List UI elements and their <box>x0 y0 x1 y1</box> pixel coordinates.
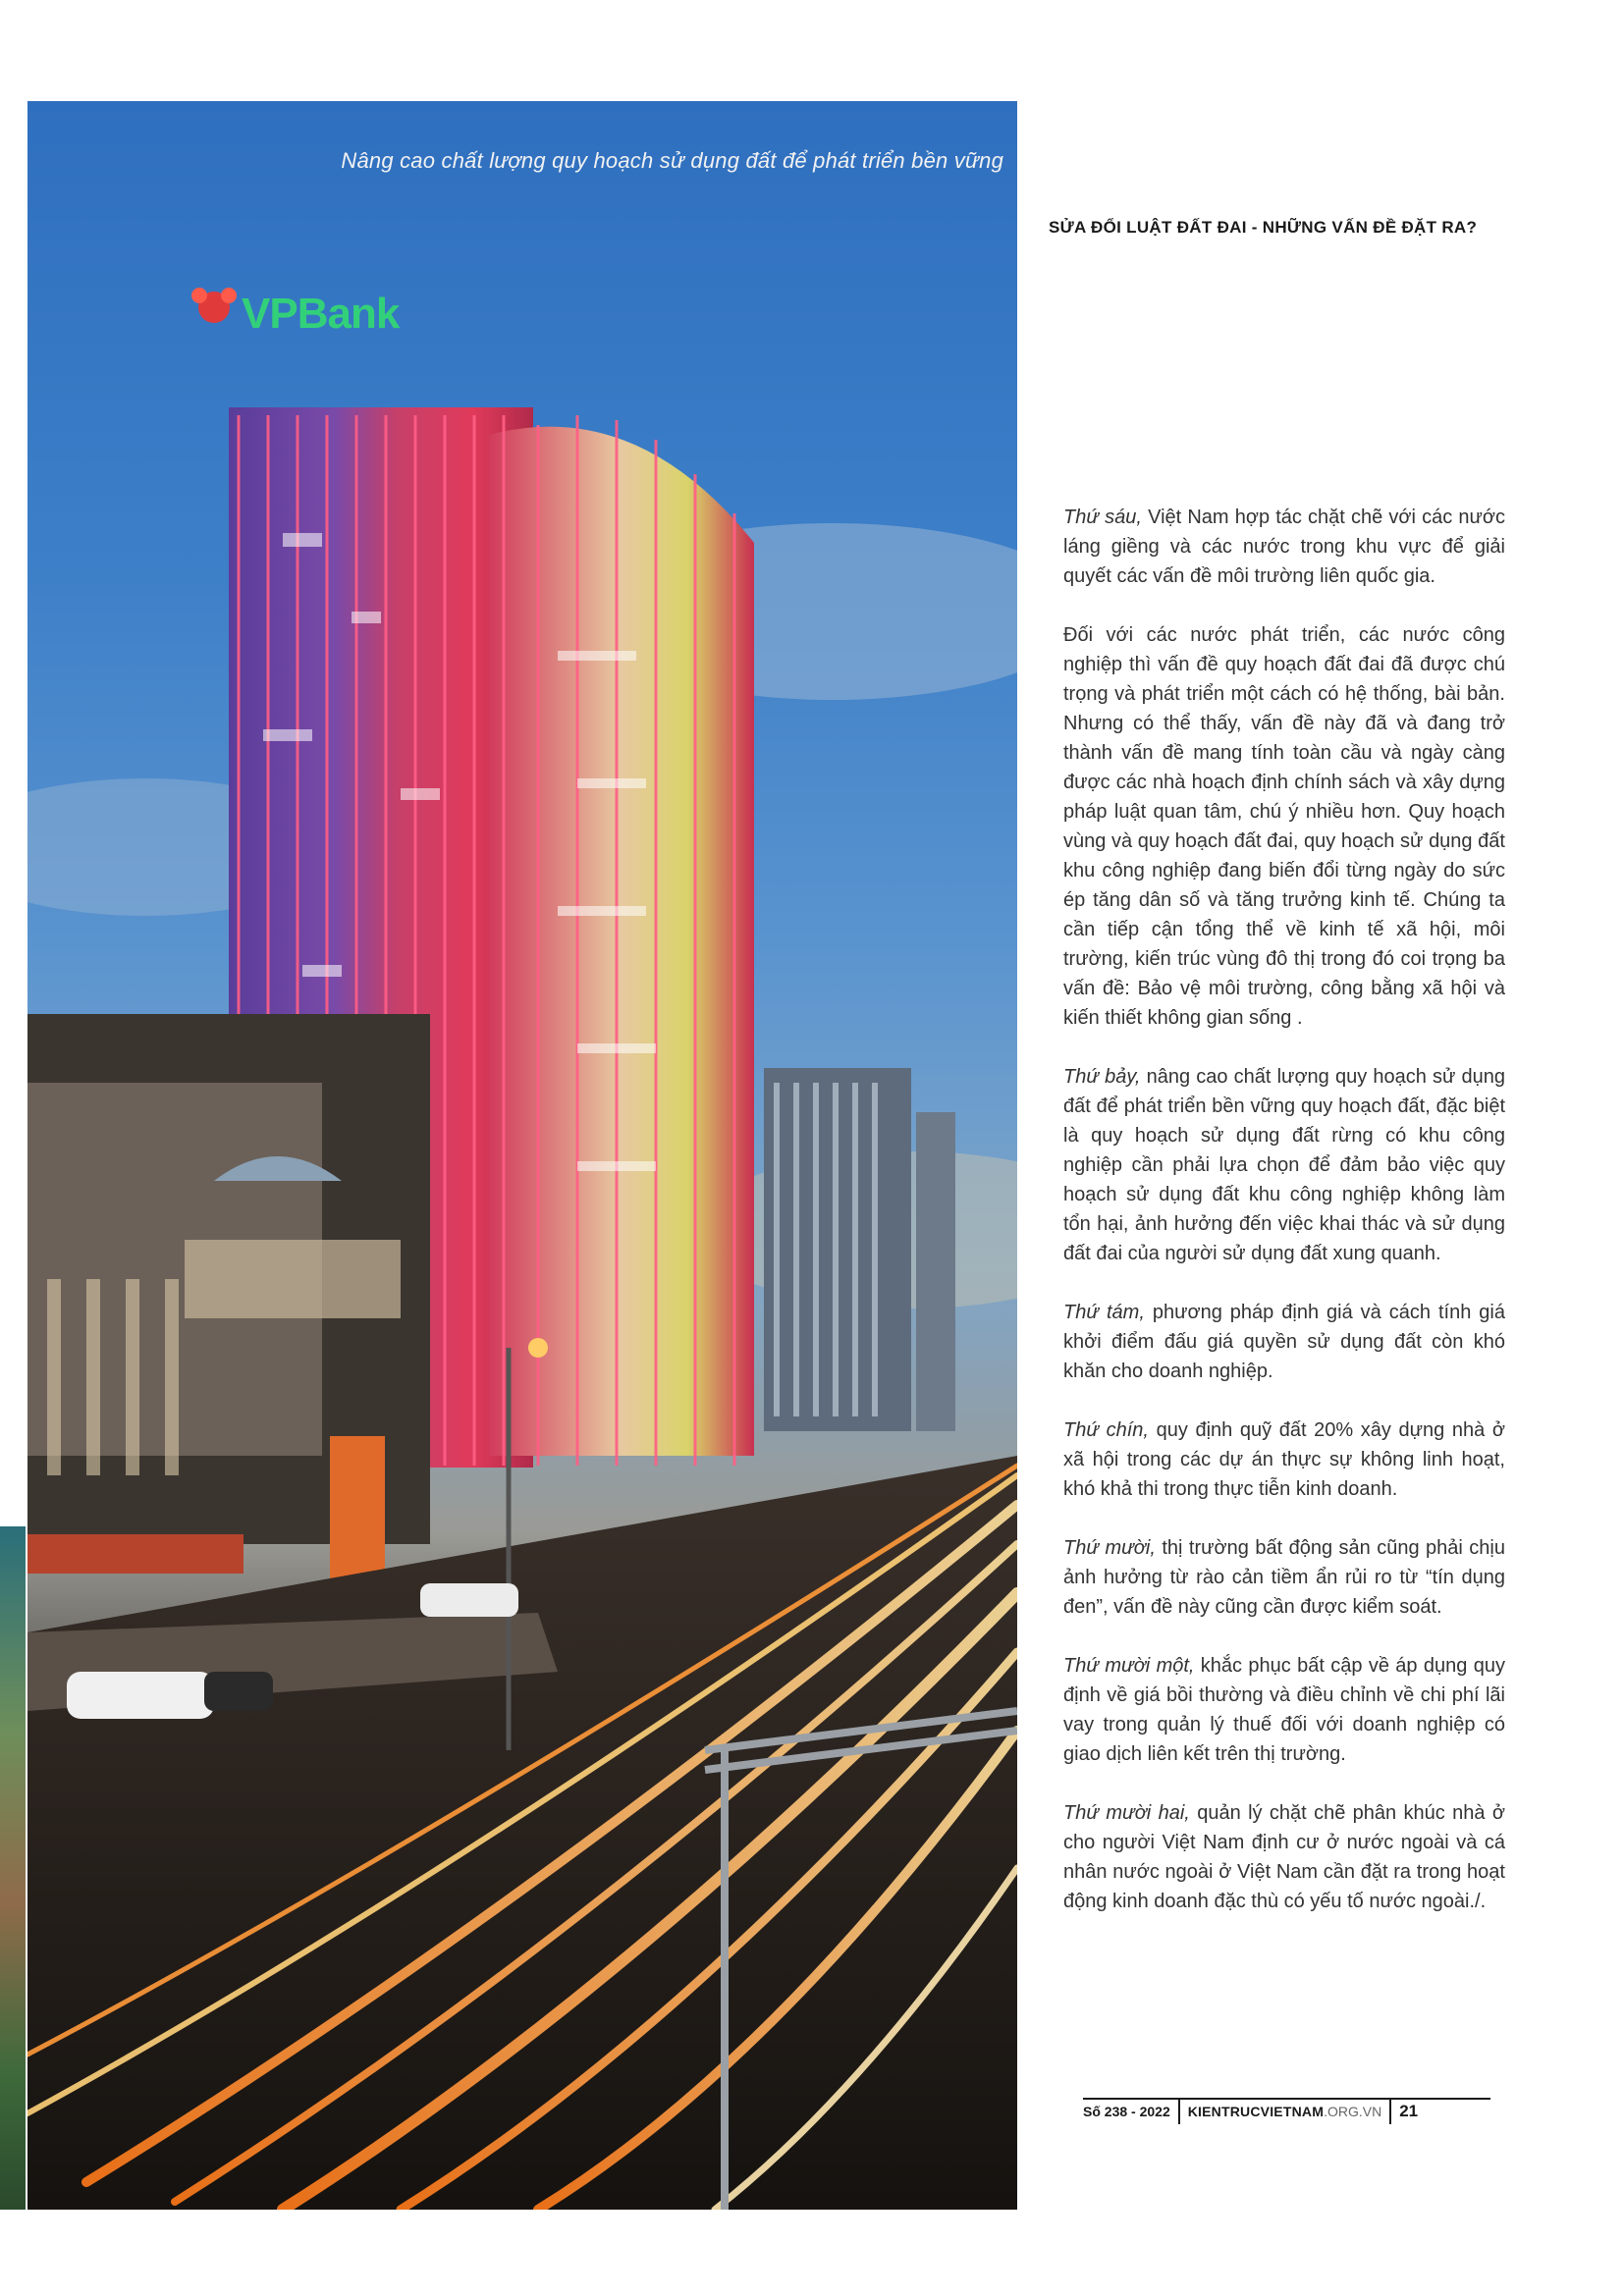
paragraph-text: quy định quỹ đất 20% xây dựng nhà ở xã hội trong các dự án thực sự không linh hoạt, khó khả thi trong thực tiễn kinh doanh. <box>1063 1419 1506 1500</box>
footer-divider <box>1389 2099 1391 2124</box>
section-title: SỬA ĐỔI LUẬT ĐẤT ĐAI - NHỮNG VẤN ĐỀ ĐẶT RA? <box>1049 218 1478 237</box>
paragraph-lead: Thứ chín, <box>1063 1419 1149 1441</box>
paragraph-lead: Thứ mười hai, <box>1063 1802 1190 1824</box>
paragraph-lead: Thứ mười, <box>1063 1537 1156 1559</box>
footer-divider <box>1178 2099 1180 2124</box>
photo-caption: Nâng cao chất lượng quy hoạch sử dụng đất để phát triển bền vững <box>341 148 1003 173</box>
paragraph-text: phương pháp định giá và cách tính giá khởi điểm đấu giá quyền sử dụng đất còn khó khăn cho doanh nghiệp. <box>1063 1302 1505 1382</box>
page-number: 21 <box>1399 2102 1419 2120</box>
paragraph <box>1063 620 1505 1033</box>
paragraph <box>1063 1298 1505 1386</box>
paragraph-text: thị trường bất động sản cũng phải chịu ảnh hưởng từ rào cản tiềm ẩn rủi ro từ “tín dụng đen”, vấn đề này cũng cần được kiểm soát. <box>1063 1537 1505 1618</box>
paragraph-text: Đối với các nước phát triển, các nước công nghiệp thì vấn đề quy hoạch đất đai đã được chú trọng và phát triển một cách có hệ thống, bài bản. Nhưng có thể thấy, vấn đề này đã và đang trở thành vấn đề mang tính toàn cầu và ngày càng được các nhà hoạch định chính sách và xây dựng pháp luật quan tâm, chú ý nhiều hơn. Quy hoạch vùng và quy hoạch đất đai, quy hoạch sử dụng đất khu công nghiệp đang biến đổi từng ngày do sức ép tăng dân số và tăng trưởng kinh tế. Chúng ta cần tiếp cận tổng thể về kinh tế xã hội, môi trường, kiến trúc vùng đô thị trong đó coi trọng ba vấn đề: Bảo vệ môi trường, công bằng xã hội và kiến thiết không gian sống . <box>1063 624 1505 1029</box>
issue-number: Số 238 - 2022 <box>1083 2104 1170 2119</box>
paragraph-lead: Thứ tám, <box>1063 1302 1145 1323</box>
paragraph <box>1063 1651 1505 1769</box>
paragraph-lead: Thứ sáu, <box>1063 507 1142 528</box>
article-body <box>1063 503 1505 1946</box>
publication-domain: .ORG.VN <box>1324 2104 1382 2119</box>
feature-photo <box>27 101 1017 2210</box>
photo-illustration <box>27 101 1017 2210</box>
paragraph <box>1063 1798 1505 1916</box>
left-edge-photo-strip <box>0 1526 26 2210</box>
vpbank-sign: VPBank <box>242 290 400 338</box>
page-footer <box>1083 2099 1495 2124</box>
paragraph-text: nâng cao chất lượng quy hoạch sử dụng đất để phát triển bền vững quy hoạch đất, đặc biệt là quy hoạch sử dụng đất rừng có khu công nghiệp cần phải lựa chọn để đảm bảo việc quy hoạch sử dụng đất khu công nghiệp không làm tổn hại, ảnh hưởng đến việc khai thác và sử dụng đất đai của người sử dụng đất xung quanh. <box>1063 1066 1505 1264</box>
publication-brand: KIENTRUCVIETNAM <box>1187 2104 1325 2119</box>
paragraph-lead: Thứ mười một, <box>1063 1655 1195 1677</box>
paragraph <box>1063 1062 1505 1268</box>
paragraph-text: Việt Nam hợp tác chặt chẽ với các nước láng giềng và các nước trong khu vực để giải quyết các vấn đề môi trường liên quốc gia. <box>1063 507 1505 587</box>
paragraph <box>1063 503 1505 591</box>
paragraph <box>1063 1533 1505 1622</box>
paragraph-text: quản lý chặt chẽ phân khúc nhà ở cho người Việt Nam định cư ở nước ngoài và cá nhân nước ngoài ở Việt Nam cần đặt ra trong hoạt động kinh doanh đặc thù có yếu tố nước ngoài./. <box>1063 1802 1505 1912</box>
paragraph-text: khắc phục bất cập về áp dụng quy định về giá bồi thường và điều chỉnh về chi phí lãi vay trong quản lý thuế đối với doanh nghiệp có giao dịch liên kết trên thị trường. <box>1063 1655 1505 1765</box>
paragraph <box>1063 1415 1505 1504</box>
paragraph-lead: Thứ bảy, <box>1063 1066 1141 1088</box>
vpbank-logo-mark <box>191 288 237 323</box>
